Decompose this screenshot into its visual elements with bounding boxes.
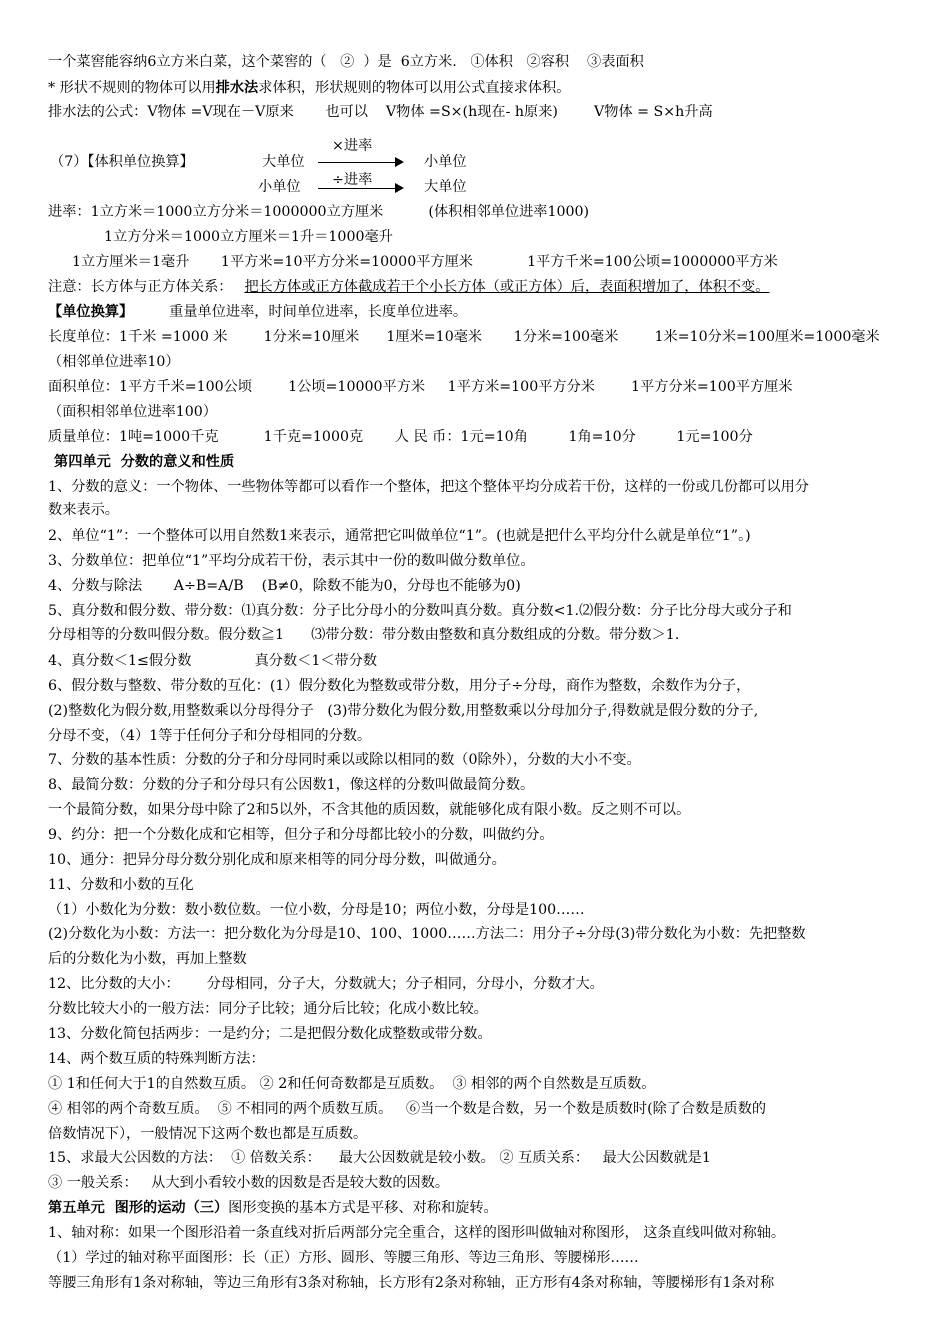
text-line: 11、分数和小数的互化 [48, 877, 194, 893]
unit-heading-line: 第五单元 图形的运动（三）图形变换的基本方式是平移、对称和旋转。 [48, 1200, 498, 1216]
text-line: 等腰三角形有1条对称轴，等边三角形有3条对称轴，长方形有2条对称轴，正方形有4条对称轴，等腰梯形有1条对称 [48, 1275, 775, 1291]
arrow-right-icon [318, 162, 402, 163]
text-line: 12、比分数的大小： 分母相同，分子大，分数就大；分子相同，分母小，分数才大。 [48, 976, 604, 992]
text-line: 质量单位：1吨=1000千克 1千克=1000克 人 民 币：1元=10角 1角=10分 1元=100分 [48, 429, 753, 445]
text-line: 6、假分数与整数、带分数的互化：(1）假分数化为整数或带分数，用分子÷分母，商作为整数，余数作为分子， [48, 678, 751, 694]
text-line: 7、分数的基本性质：分数的分子和分母同时乘以或除以相同的数（0除外），分数的大小不变。 [48, 752, 641, 768]
text-line: （面积相邻单位进率100） [48, 404, 217, 420]
text-line: 5、真分数和假分数、带分数：⑴真分数：分子比分母小的分数叫真分数。真分数<1.⑵假分数：分子比分母大或分子和 [48, 603, 792, 619]
text-line: 一个最简分数，如果分母中除了2和5以外，不含其他的质因数，就能够化成有限小数。反之则不可以。 [48, 802, 691, 818]
text-line: 4、真分数＜1≤假分数 真分数＜1＜带分数 [48, 653, 378, 669]
text-line: 长度单位：1千米 =1000 米 1分米=10厘米 1厘米=10毫米 1分米=100毫米 1米=10分米=100厘米=1000毫米 [48, 329, 880, 345]
text-line: ① 1和任何大于1的自然数互质。 ② 2和任何奇数都是互质数。 ③ 相邻的两个自然数是互质数。 [48, 1076, 656, 1092]
bold-term: 【单位换算】 [48, 304, 134, 320]
text-line: (2)整数化为假分数,用整数乘以分母得分子 (3)带分数化为假分数,用整数乘以分母加分子,得数就是假分数的分子, [48, 703, 759, 719]
text-line: 1立方分米＝1000立方厘米＝1升＝1000毫升 [104, 229, 393, 245]
text-line: 13、分数化简包括两步：一是约分；二是把假分数化成整数或带分数。 [48, 1026, 492, 1042]
section-heading: （7）【体积单位换算】 [50, 154, 194, 170]
text-line: 4、分数与除法 A÷B=A/B (B≠0，除数不能为0，分母也不能够为0) [48, 578, 521, 594]
text-line: 8、最简分数：分数的分子和分母只有公因数1，像这样的分数叫做最简分数。 [48, 777, 535, 793]
conversion-divide-label: ÷进率 [332, 172, 373, 188]
text-line: （1）小数化为分数：数小数位数。一位小数，分母是10；两位小数，分母是100…… [48, 902, 585, 918]
conversion-multiply-label: ×进率 [332, 138, 373, 154]
text-line: 进率：1立方米＝1000立方分米＝1000000立方厘米 (体积相邻单位进率1000) [48, 204, 590, 220]
text-line: 注意：长方体与正方体关系： 把长方体或正方体截成若干个小长方体（或正方体）后，表面积增加了，体积不变。 [48, 279, 770, 295]
conversion-big-unit: 大单位 [424, 179, 467, 195]
text-line: (2)分数化为小数：方法一：把分数化为分母是10、100、1000……方法二：用分子÷分母(3)带分数化为小数：先把整数 [48, 926, 806, 942]
text-line: * 形状不规则的物体可以用排水法求体积，形状规则的物体可以用公式直接求体积。 [48, 80, 571, 96]
text-line: 1、分数的意义：一个物体、一些物体等都可以看作一个整体，把这个整体平均分成若干份，这样的一份或几份都可以用分 [48, 479, 809, 495]
text-line: 分数比较大小的一般方法：同分子比较；通分后比较；化成小数比较。 [48, 1001, 488, 1017]
text-line: 一个菜窖能容纳6立方米白菜，这个菜窖的（ ② ）是 6立方米. ①体积 ②容积 ③表面积 [48, 54, 644, 70]
text-line: 排水法的公式：V物体 =V现在－V原来 也可以 V物体 =S×(h现在- h原来) V物体 = S×h升高 [48, 104, 713, 120]
text-line: 分母相等的分数叫假分数。假分数≧1 ⑶带分数：带分数由整数和真分数组成的分数。带分数＞1. [48, 627, 680, 643]
text-line: （1）学过的轴对称平面图形：长（正）方形、圆形、等腰三角形、等边三角形、等腰梯形…… [48, 1250, 639, 1266]
text-line: ④ 相邻的两个奇数互质。 ⑤ 不相同的两个质数互质。 ⑥当一个数是合数，另一个数是质数时(除了合数是质数的 [48, 1101, 767, 1117]
text-line: 2、单位“1”：一个整体可以用自然数1来表示，通常把它叫做单位“1”。(也就是把什么平均分什么就是单位“1”。) [48, 528, 751, 544]
text-line: 分母不变，（4）1等于任何分子和分母相同的分数。 [48, 728, 372, 744]
text-line: （相邻单位进率10） [48, 354, 180, 370]
text-line: 数来表示。 [48, 502, 119, 518]
text-line: ③ 一般关系： 从大到小看较小数的因数是否是较大数的因数。 [48, 1175, 450, 1191]
underlined-note: 把长方体或正方体截成若干个小长方体（或正方体）后，表面积增加了，体积不变。 [244, 279, 770, 295]
arrow-right-icon [318, 188, 402, 189]
conversion-small-unit: 小单位 [424, 154, 467, 170]
text-line: 后的分数化为小数，再加上整数 [48, 951, 247, 967]
text-line: 9、约分：把一个分数化成和它相等，但分子和分母都比较小的分数，叫做约分。 [48, 827, 554, 843]
text-line: 15、求最大公因数的方法： ① 倍数关系： 最大公因数就是较小数。 ② 互质关系： 最大公因数就是1 [48, 1150, 711, 1166]
text-line: 1、轴对称：如果一个图形沿着一条直线对折后两部分完全重合，这样的图形叫做轴对称图形， 这条直线叫做对称轴。 [48, 1225, 786, 1241]
text-line: 倍数情况下），一般情况下这两个数也都是互质数。 [48, 1126, 368, 1142]
text-line: 1立方厘米＝1毫升 1平方米=10平方分米=10000平方厘米 1平方千米=100公顷=1000000平方米 [72, 254, 778, 270]
text-line: 14、两个数互质的特殊判断方法： [48, 1051, 265, 1067]
unit-heading: 第四单元 分数的意义和性质 [54, 454, 235, 470]
text-line: 10、通分：把异分母分数分别化成和原来相等的同分母分数，叫做通分。 [48, 852, 506, 868]
unit-heading: 第五单元 图形的运动（三） [48, 1200, 229, 1216]
text-line: 面积单位：1平方千米=100公顷 1公顷=10000平方米 1平方米=100平方分米 1平方分米=100平方厘米 [48, 379, 793, 395]
bold-term: 排水法 [215, 80, 259, 96]
text-line: 3、分数单位：把单位“1”平均分成若干份，表示其中一份的数叫做分数单位。 [48, 553, 535, 569]
conversion-small-unit: 小单位 [258, 179, 301, 195]
text-line: 【单位换算】 重量单位进率，时间单位进率，长度单位进率。 [48, 304, 468, 320]
conversion-big-unit: 大单位 [262, 154, 305, 170]
